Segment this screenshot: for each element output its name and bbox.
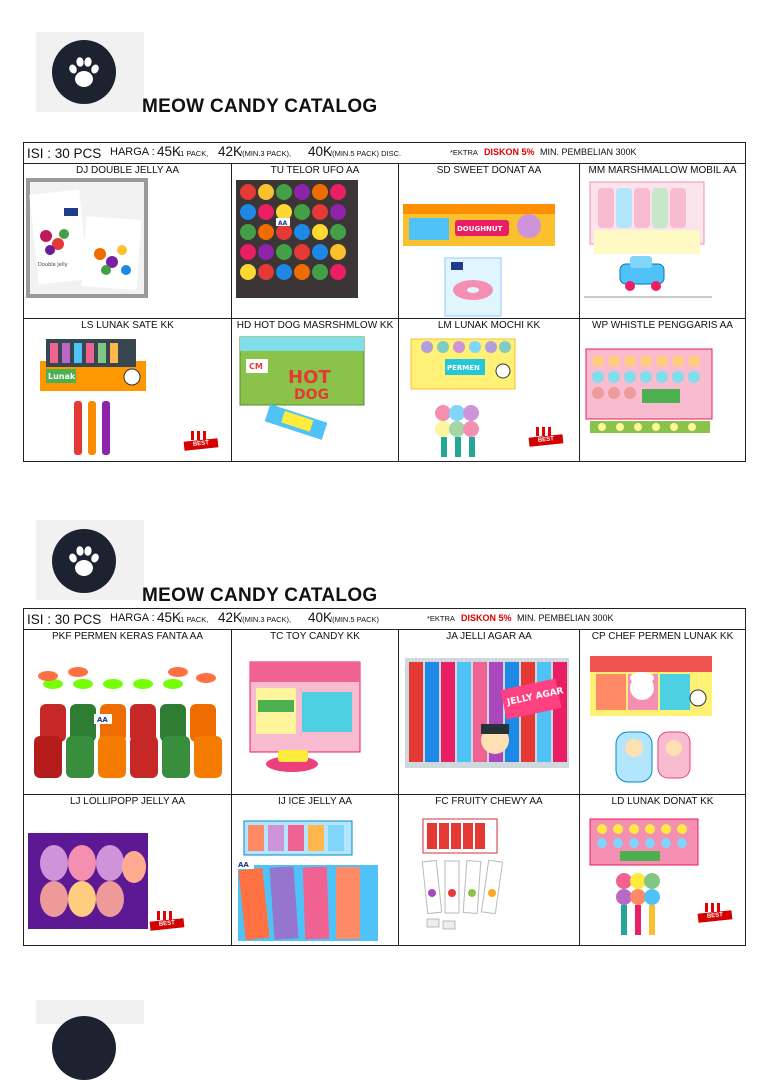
product-card[interactable] [399, 164, 580, 319]
product-table [23, 142, 746, 462]
product-name: MM MARSHMALLOW MOBIL AA [588, 165, 737, 176]
extra-prefix: *EKTRA [450, 148, 478, 157]
best-seller-badge: BEST SELLER [698, 903, 732, 925]
product-image [24, 333, 231, 461]
price-3-note: /(MIN.5 PACK) DISC. [330, 149, 402, 158]
svg-text:AA: AA [97, 716, 108, 724]
catalog-title: MEOW CANDY CATALOG [142, 585, 378, 606]
brand-logo [52, 1016, 116, 1080]
product-image [580, 809, 745, 945]
product-name: CP CHEF PERMEN LUNAK KK [591, 631, 734, 642]
product-name: LJ LOLLIPOPP JELLY AA [69, 796, 186, 807]
product-card[interactable] [580, 795, 746, 946]
product-card[interactable] [580, 319, 746, 462]
price-1-note: /1 PACK, [178, 615, 209, 624]
paw-icon [64, 541, 104, 581]
product-card[interactable] [399, 795, 580, 946]
best-seller-badge: BEST SELLER [184, 431, 218, 453]
best-seller-badge: BEST SELLER [150, 911, 184, 933]
product-image [399, 178, 579, 318]
product-card[interactable] [232, 319, 399, 462]
product-table [23, 608, 746, 946]
brand-logo [52, 40, 116, 104]
product-image [399, 333, 579, 461]
svg-text:JELLY AGAR: JELLY AGAR [506, 686, 565, 708]
product-image [399, 644, 579, 794]
svg-text:DOG: DOG [294, 387, 330, 403]
product-image [399, 809, 579, 945]
svg-text:HOT: HOT [288, 367, 331, 388]
product-image [232, 644, 398, 794]
paw-icon [64, 52, 104, 92]
product-name: WP WHISTLE PENGGARIS AA [592, 320, 733, 331]
product-card[interactable] [232, 164, 399, 319]
extra-suffix: MIN. PEMBELIAN 300K [540, 147, 637, 157]
svg-text:PERMEN: PERMEN [447, 364, 480, 372]
product-image [232, 333, 398, 461]
product-name: LM LUNAK MOCHI KK [437, 320, 541, 331]
product-image [580, 333, 745, 461]
product-card[interactable] [580, 630, 746, 795]
svg-text:AA: AA [238, 861, 249, 869]
price-2: 42K [218, 144, 243, 159]
isi-label: ISI : 30 PCS [27, 612, 102, 627]
product-name: TC TOY CANDY KK [270, 631, 360, 642]
price-3-note: /(MIN.5 PACK) [330, 615, 380, 624]
product-card[interactable] [399, 319, 580, 462]
svg-text:DOUGHNUT: DOUGHNUT [457, 225, 503, 233]
product-name: DJ DOUBLE JELLY AA [75, 165, 179, 176]
extra-prefix: *EKTRA [427, 614, 455, 623]
product-image [580, 644, 745, 794]
price-2-note: /(MIN.3 PACK), [240, 615, 292, 624]
product-name: JA JELLI AGAR AA [446, 631, 532, 642]
diskon-label: DISKON 5% [484, 147, 535, 157]
price-3: 40K [308, 144, 333, 159]
svg-text:CM: CM [249, 362, 263, 371]
product-image [580, 178, 745, 318]
product-card[interactable] [232, 630, 399, 795]
best-seller-badge: BEST SELLER [529, 427, 563, 449]
price-2: 42K [218, 610, 243, 625]
product-image [232, 809, 398, 945]
isi-label: ISI : 30 PCS [27, 146, 102, 161]
product-image [24, 644, 231, 794]
extra-suffix: MIN. PEMBELIAN 300K [517, 613, 614, 623]
product-name: LS LUNAK SATE KK [81, 320, 174, 331]
harga-label: HARGA : [110, 612, 155, 624]
price-1: 45K [157, 144, 182, 159]
brand-logo [52, 529, 116, 593]
product-card[interactable] [580, 164, 746, 319]
product-image [24, 178, 231, 318]
product-name: PKF PERMEN KERAS FANTA AA [52, 631, 203, 642]
product-name: TU TELOR UFO AA [270, 165, 360, 176]
diskon-label: DISKON 5% [461, 613, 512, 623]
price-1: 45K [157, 610, 182, 625]
product-name: LD LUNAK DONAT KK [611, 796, 714, 807]
product-name: IJ ICE JELLY AA [277, 796, 353, 807]
product-name: HD HOT DOG MASRSHMLOW KK [236, 320, 394, 331]
svg-text:Double Jelly: Double Jelly [38, 262, 68, 268]
product-card[interactable] [24, 795, 232, 946]
product-card[interactable] [24, 319, 232, 462]
product-name: FC FRUITY CHEWY AA [435, 796, 543, 807]
catalog-title: MEOW CANDY CATALOG [142, 96, 378, 117]
product-card[interactable] [24, 164, 232, 319]
price-2-note: /(MIN.3 PACK), [240, 149, 292, 158]
product-image [24, 809, 231, 945]
price-info-bar [24, 143, 746, 164]
product-card[interactable] [399, 630, 580, 795]
product-image [232, 178, 398, 318]
product-name: SD SWEET DONAT AA [436, 165, 542, 176]
product-card[interactable] [24, 630, 232, 795]
price-3: 40K [308, 610, 333, 625]
harga-label: HARGA : [110, 146, 155, 158]
price-info-bar [24, 609, 746, 630]
product-card[interactable] [232, 795, 399, 946]
svg-text:AA: AA [278, 220, 288, 227]
price-1-note: /1 PACK, [178, 149, 209, 158]
svg-text:Lunak: Lunak [48, 372, 76, 381]
